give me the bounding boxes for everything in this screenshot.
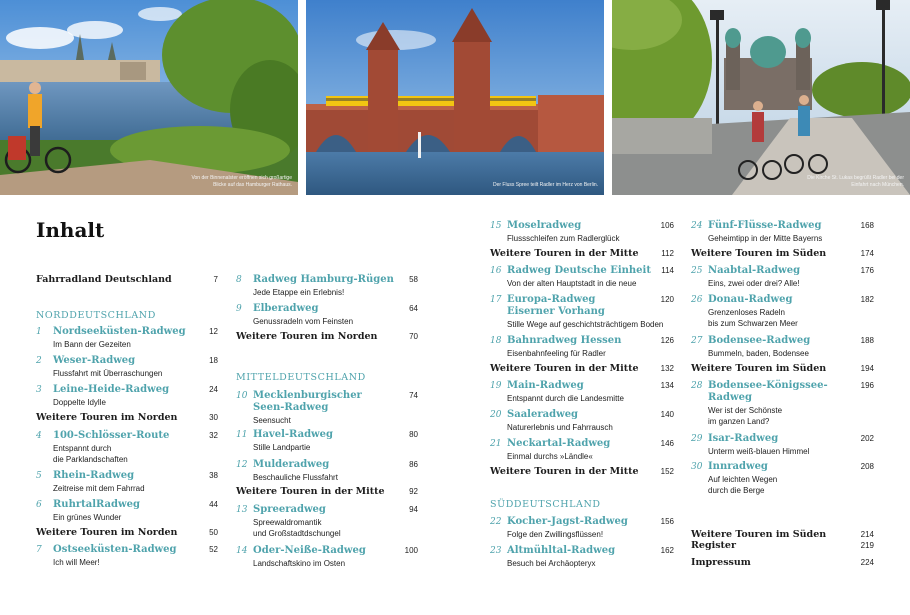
route-subtitle: Ich will Meer! xyxy=(53,558,100,567)
route-subtitle: Landschaftskino im Osten xyxy=(253,559,346,568)
page-number: 132 xyxy=(660,364,674,373)
photo-muenchen-image xyxy=(612,0,910,195)
route-subtitle: Naturerlebnis und Fahrrausch xyxy=(507,423,613,432)
route-name: Rhein-Radweg xyxy=(53,470,135,481)
heading-text: Weitere Touren im Norden xyxy=(236,331,378,342)
heading-text: Weitere Touren im Norden xyxy=(36,527,178,538)
route-subtitle: die Parklandschaften xyxy=(53,455,128,464)
route-subtitle: Ein grünes Wunder xyxy=(53,513,122,522)
photo-hamburg-image xyxy=(0,0,298,195)
route-subtitle: Doppelte Idylle xyxy=(53,398,106,407)
route-subtitle: Bummeln, baden, Bodensee xyxy=(708,349,809,358)
tour-number: 6 xyxy=(36,500,42,510)
route-subtitle: Unterm weiß-blauen Himmel xyxy=(708,447,810,456)
tour-number: 28 xyxy=(691,381,703,391)
page-number: 224 xyxy=(860,558,874,567)
page-number: 152 xyxy=(660,467,674,476)
page-number: 196 xyxy=(860,381,874,390)
page-number: 156 xyxy=(660,517,674,526)
page-number: 94 xyxy=(409,505,418,514)
page-number: 24 xyxy=(209,385,218,394)
tour-number: 21 xyxy=(490,439,502,449)
route-name: Nordseeküsten-Radweg xyxy=(53,326,186,337)
route-name: Mecklenburgischer xyxy=(253,390,362,401)
page-number: 146 xyxy=(660,439,674,448)
region-heading: SÜDDEUTSCHLAND xyxy=(490,499,601,510)
photo-hamburg xyxy=(0,0,298,195)
route-subtitle: Eins, zwei oder drei? Alle! xyxy=(708,279,800,288)
route-name: Spreeradweg xyxy=(253,504,326,515)
photo-muenchen xyxy=(612,0,910,195)
tour-number: 20 xyxy=(490,410,502,420)
region-heading: MITTELDEUTSCHLAND xyxy=(236,372,366,383)
route-subtitle: Spreewaldromantik xyxy=(253,518,322,527)
page-number: 182 xyxy=(860,295,874,304)
tour-number: 2 xyxy=(36,356,42,366)
tour-number: 30 xyxy=(691,462,703,472)
heading-text: Weitere Touren in der Mitte xyxy=(490,466,639,477)
route-name: Innradweg xyxy=(708,461,768,472)
route-name: Kocher-Jagst-Radweg xyxy=(507,516,628,527)
route-subtitle: durch die Berge xyxy=(708,486,765,495)
route-name: Leine-Heide-Radweg xyxy=(53,384,170,395)
page-number: 174 xyxy=(860,249,874,258)
route-subtitle: Von der alten Hauptstadt in die neue xyxy=(507,279,637,288)
heading-text: Fahrradland Deutschland xyxy=(36,274,172,285)
photo-berlin-image xyxy=(306,0,604,195)
route-name: Moselradweg xyxy=(507,220,582,231)
page-number: 74 xyxy=(409,391,418,400)
tour-number: 8 xyxy=(236,275,242,285)
tour-number: 10 xyxy=(236,391,248,401)
page-number: 202 xyxy=(860,434,874,443)
page-number: 30 xyxy=(209,413,218,422)
route-subtitle: Stille Landpartie xyxy=(253,443,311,452)
route-subtitle: im ganzen Land? xyxy=(708,417,770,426)
page-number: 126 xyxy=(660,336,674,345)
page-number: 32 xyxy=(209,431,218,440)
route-subtitle: Flussfahrt mit Überraschungen xyxy=(53,369,163,378)
route-name: Europa-Radweg xyxy=(507,294,596,305)
heading-text: Weitere Touren im Norden xyxy=(36,412,178,423)
route-subtitle: Zeitreise mit dem Fahrrad xyxy=(53,484,145,493)
tour-number: 19 xyxy=(490,381,502,391)
page-number: 134 xyxy=(660,381,674,390)
route-name: Ostseeküsten-Radweg xyxy=(53,544,177,555)
route-subtitle: Jede Etappe ein Erlebnis! xyxy=(253,288,345,297)
page-number: 112 xyxy=(661,249,674,258)
route-subtitle: Folge den Zwillingsflüssen! xyxy=(507,530,604,539)
tour-number: 16 xyxy=(490,266,502,276)
page-number: 140 xyxy=(660,410,674,419)
route-subtitle: Seensucht xyxy=(253,416,291,425)
page-number: 58 xyxy=(409,275,418,284)
tour-number: 23 xyxy=(490,546,502,556)
page-number: 12 xyxy=(209,327,218,336)
tour-number: 3 xyxy=(36,385,42,395)
route-subtitle: bis zum Schwarzen Meer xyxy=(708,319,798,328)
route-name: Weser-Radweg xyxy=(53,355,136,366)
route-name: Main-Radweg xyxy=(507,380,584,391)
page-number: 219 xyxy=(860,541,874,550)
tour-number: 15 xyxy=(490,221,502,231)
page-number: 120 xyxy=(660,295,674,304)
page-number: 162 xyxy=(660,546,674,555)
page-number: 168 xyxy=(860,221,874,230)
route-subtitle: Geheimtipp in der Mitte Bayerns xyxy=(708,234,823,243)
tour-number: 9 xyxy=(236,304,242,314)
route-name: Eiserner Vorhang xyxy=(507,306,605,317)
tour-number: 4 xyxy=(36,431,42,441)
route-name: RuhrtalRadweg xyxy=(53,499,140,510)
page-number: 70 xyxy=(409,332,418,341)
photo-berlin xyxy=(306,0,604,195)
route-subtitle: Im Bann der Gezeiten xyxy=(53,340,131,349)
heading-text: Impressum xyxy=(691,557,751,568)
tour-number: 17 xyxy=(490,295,502,305)
route-name: Saaleradweg xyxy=(507,409,579,420)
tour-number: 18 xyxy=(490,336,502,346)
page-number: 44 xyxy=(209,500,218,509)
heading-text: Weitere Touren in der Mitte xyxy=(490,363,639,374)
tour-number: 25 xyxy=(691,266,703,276)
route-name: Naabtal-Radweg xyxy=(708,265,801,276)
heading-text: Weitere Touren im Süden xyxy=(691,363,827,374)
page-number: 50 xyxy=(209,528,218,537)
route-subtitle: Eisenbahnfeeling für Radler xyxy=(507,349,606,358)
route-name: Elberadweg xyxy=(253,303,319,314)
page-number: 7 xyxy=(213,275,218,284)
route-name: Fünf-Flüsse-Radweg xyxy=(708,220,822,231)
heading-text: Weitere Touren in der Mitte xyxy=(236,486,385,497)
page-number: 86 xyxy=(409,460,418,469)
page-number: 208 xyxy=(860,462,874,471)
page-title: Inhalt xyxy=(36,218,105,242)
tour-number: 22 xyxy=(490,517,502,527)
route-subtitle: Entspannt durch die Landesmitte xyxy=(507,394,624,403)
page-number: 176 xyxy=(860,266,874,275)
heading-text: Weitere Touren im Süden xyxy=(691,529,827,540)
page-number: 18 xyxy=(209,356,218,365)
photo-caption: Die Kirche St. Lukas begrüßt Radler bei der Einfahrt nach München. xyxy=(807,175,904,188)
route-name: Radweg xyxy=(708,392,752,403)
tour-number: 7 xyxy=(36,545,42,555)
route-subtitle: Grenzenloses Radeln xyxy=(708,308,785,317)
route-subtitle: Beschauliche Flussfahrt xyxy=(253,473,338,482)
tour-number: 27 xyxy=(691,336,703,346)
page-number: 92 xyxy=(409,487,418,496)
route-subtitle: Wer ist der Schönste xyxy=(708,406,783,415)
page-number: 38 xyxy=(209,471,218,480)
route-subtitle: und Großstadtdschungel xyxy=(253,529,341,538)
route-subtitle: Einmal durchs »Ländle« xyxy=(507,452,593,461)
route-subtitle: Entspannt durch xyxy=(53,444,112,453)
heading-text: Register xyxy=(691,540,736,551)
tour-number: 13 xyxy=(236,505,248,515)
page-number: 114 xyxy=(661,266,674,275)
page-number: 214 xyxy=(860,530,874,539)
route-name: Isar-Radweg xyxy=(708,433,779,444)
page-number: 194 xyxy=(860,364,874,373)
tour-number: 1 xyxy=(36,327,42,337)
route-name: Radweg Hamburg-Rügen xyxy=(253,274,394,285)
region-heading: NORDDEUTSCHLAND xyxy=(36,310,156,321)
heading-text: Weitere Touren in der Mitte xyxy=(490,248,639,259)
photo-caption: Der Fluss Spree teilt Radler im Herz von Berlin. xyxy=(492,182,598,188)
page-number: 106 xyxy=(660,221,674,230)
route-subtitle: Stille Wege auf geschichtsträchtigem Boden xyxy=(507,320,664,329)
route-subtitle: Flussschleifen zum Radlerglück xyxy=(507,234,620,243)
route-name: Donau-Radweg xyxy=(708,294,793,305)
tour-number: 11 xyxy=(236,430,248,440)
tour-number: 14 xyxy=(236,546,248,556)
route-name: Neckartal-Radweg xyxy=(507,438,611,449)
route-name: Bodensee-Königssee- xyxy=(708,380,828,391)
tour-number: 26 xyxy=(691,295,703,305)
route-subtitle: Genussradeln vom Feinsten xyxy=(253,317,354,326)
page-number: 52 xyxy=(209,545,218,554)
page-number: 188 xyxy=(860,336,874,345)
route-name: Bodensee-Radweg xyxy=(708,335,811,346)
route-subtitle: Besuch bei Archäopteryx xyxy=(507,559,596,568)
route-subtitle: Auf leichten Wegen xyxy=(708,475,778,484)
tour-number: 5 xyxy=(36,471,42,481)
tour-number: 24 xyxy=(691,221,703,231)
route-name: Mulderadweg xyxy=(253,459,330,470)
tour-number: 12 xyxy=(236,460,248,470)
page-number: 64 xyxy=(409,304,418,313)
page-number: 80 xyxy=(409,430,418,439)
route-name: Radweg Deutsche Einheit xyxy=(507,265,651,276)
route-name: 100-Schlösser-Route xyxy=(53,430,170,441)
photo-caption: Von der Binnenalster eröffnen sich großartige Blicke auf das Hamburger Rathaus. xyxy=(191,175,292,188)
route-name: Bahnradweg Hessen xyxy=(507,335,622,346)
route-name: Seen-Radweg xyxy=(253,402,329,413)
page-number: 100 xyxy=(404,546,418,555)
heading-text: Weitere Touren im Süden xyxy=(691,248,827,259)
route-name: Oder-Neiße-Radweg xyxy=(253,545,366,556)
tour-number: 29 xyxy=(691,434,703,444)
route-name: Altmühltal-Radweg xyxy=(507,545,616,556)
route-name: Havel-Radweg xyxy=(253,429,334,440)
